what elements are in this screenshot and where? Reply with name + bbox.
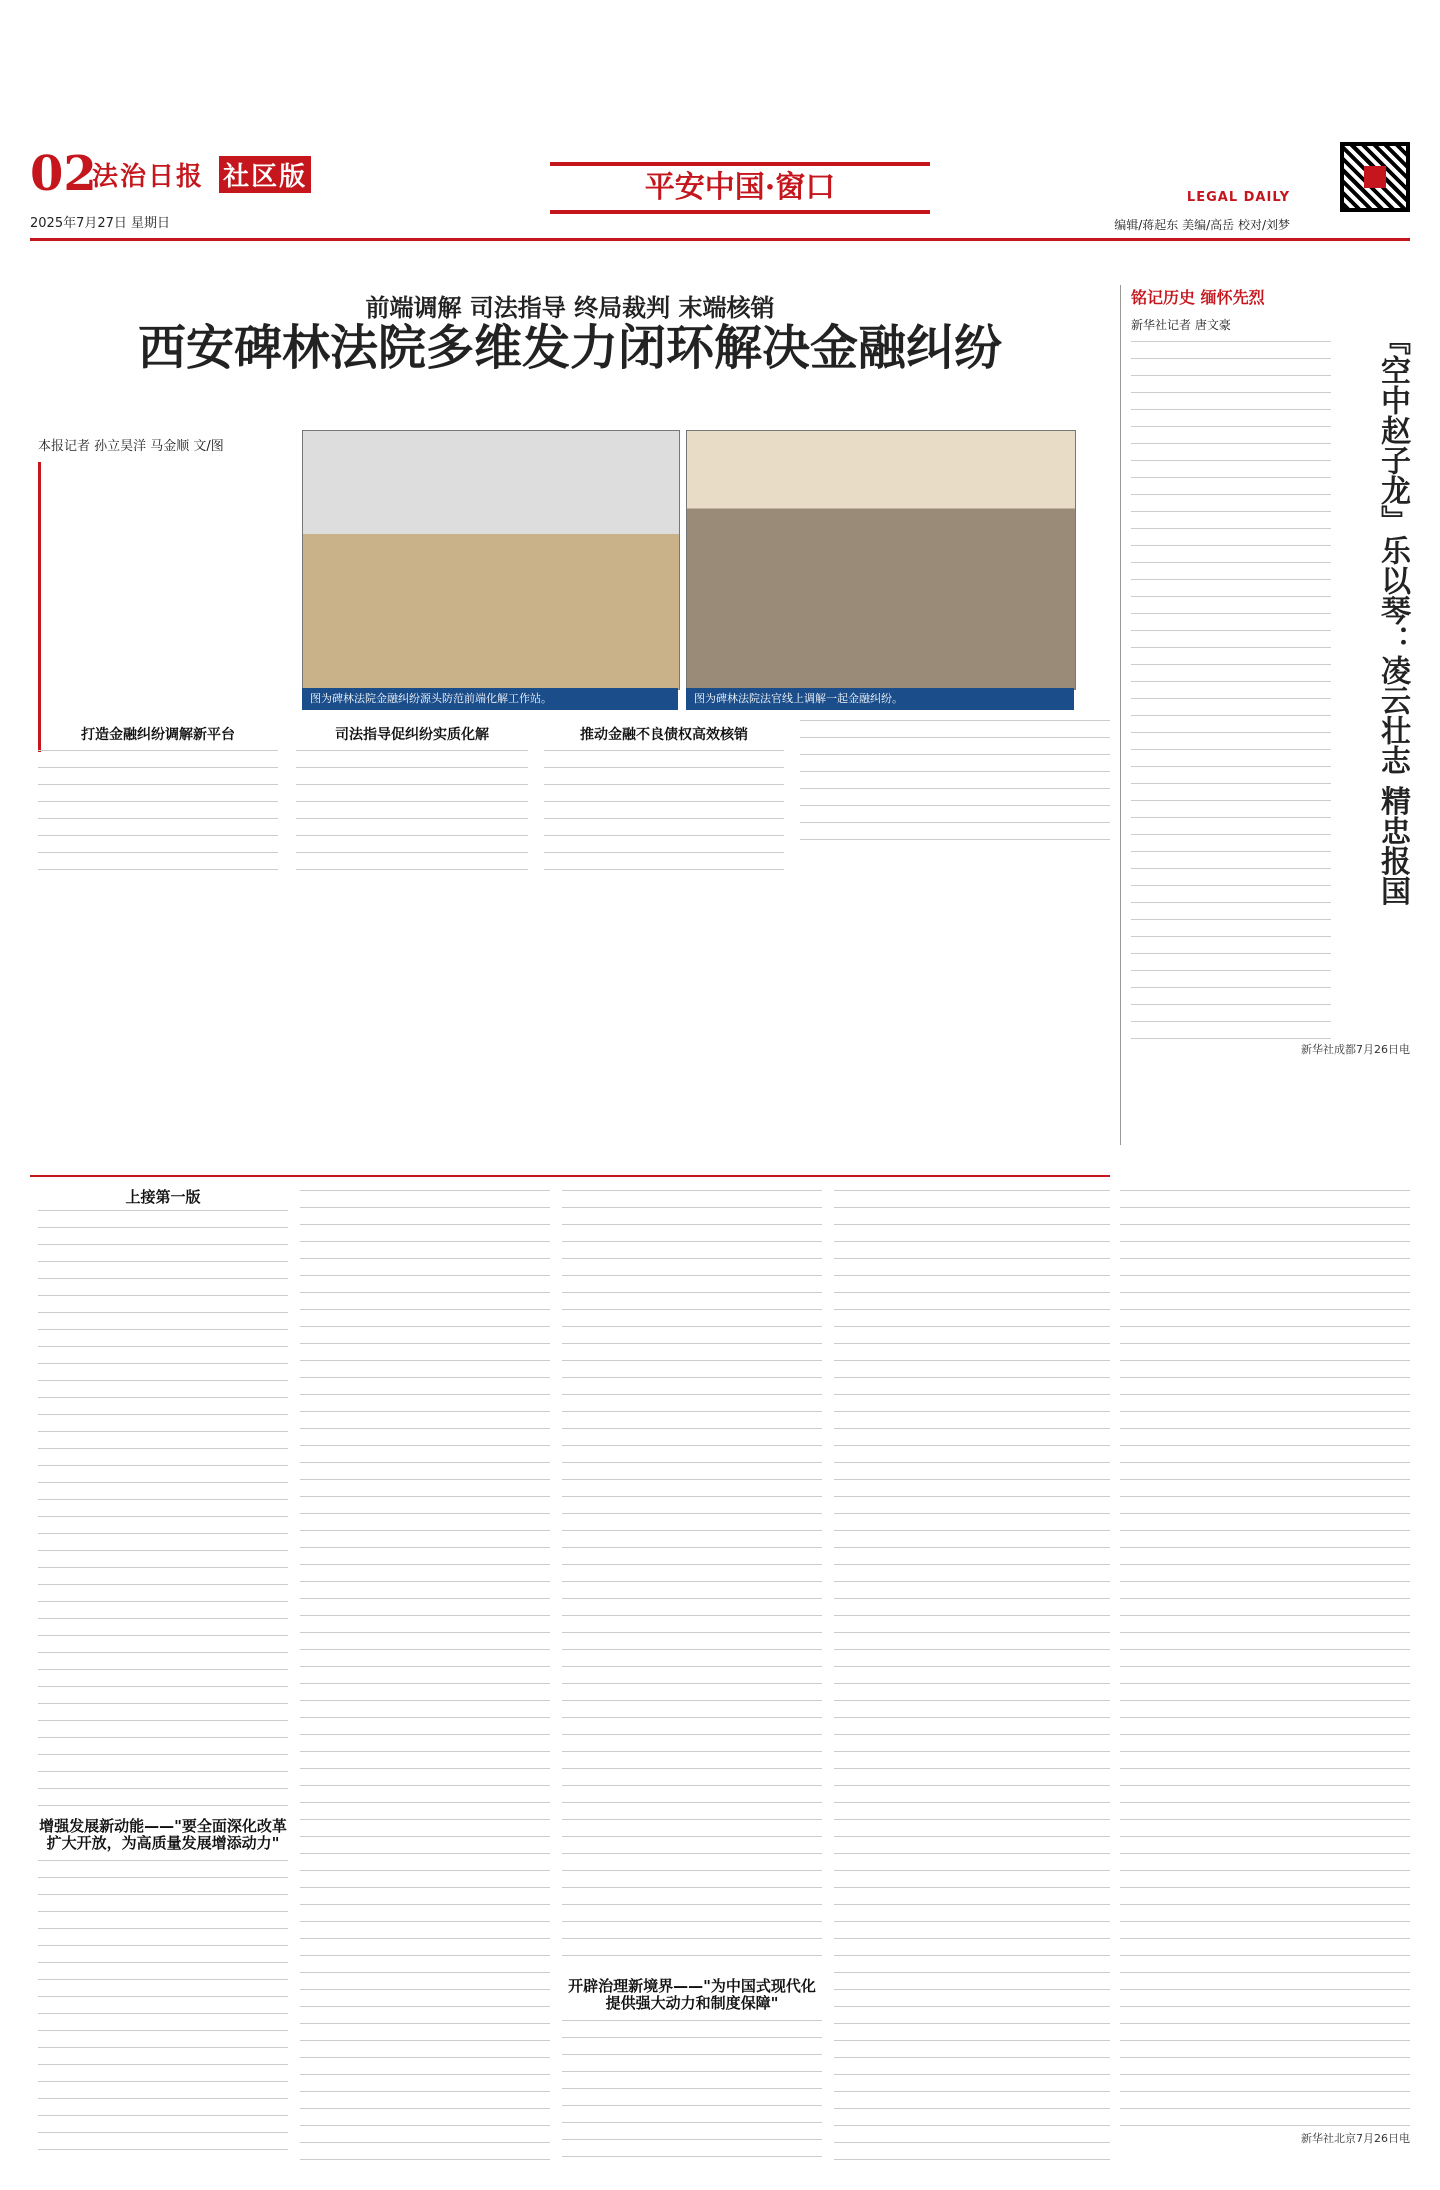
lower-head-2: 增强发展新动能——"要全面深化改革扩大开放，为高质量发展增添动力" [39,1817,287,1852]
masthead [30,146,1410,240]
page-number: 02 [30,146,97,202]
editor-credits: 编辑/蒋起东 美编/高岳 校对/刘梦 [1114,218,1290,232]
lower-head-1: 上接第一版 [125,1188,201,1206]
sidebar-feature [1120,285,1410,1145]
sidebar-source: 新华社成都7月26日电 [1301,1043,1410,1056]
text-block [1120,1190,1410,2130]
text-block [562,1190,822,1970]
legal-daily-label: LEGAL DAILY [1186,190,1290,205]
section-divider [30,1175,1110,1177]
article-headline: 西安碑林法院多维发力闭环解决金融纠纷 [137,320,1002,376]
lower-source: 新华社北京7月26日电 [1301,2132,1410,2145]
sidebar-body [1131,341,1331,1041]
text-block [38,1210,288,1810]
article-subheading: 前端调解 司法指导 终局裁判 末端核销 [365,294,775,322]
text-block [300,1190,550,2170]
lower-head-3: 开辟治理新境界——"为中国式现代化提供强大动力和制度保障" [568,1977,816,2012]
text-block [38,1860,288,2160]
lower-column-2 [300,1190,550,2170]
photo-workstation [302,430,680,690]
qr-code-icon[interactable] [1340,142,1410,212]
article-column-4 [800,720,1110,1160]
column-banner: 平安中国·窗口 [550,162,930,214]
section-heading-1: 打造金融纠纷调解新平台 [81,727,235,743]
photo-caption-1: 图为碑林法院金融纠纷源头防范前端化解工作站。 [302,688,678,710]
text-block [834,1190,1110,2170]
issue-date: 2025年7月27日 星期日 [30,216,171,231]
photo-caption-2: 图为碑林法院法官线上调解一起金融纠纷。 [686,688,1074,710]
text-block [544,750,784,870]
article-byline: 本报记者 孙立昊洋 马金顺 文/图 [38,439,224,454]
edition-badge: 社区版 [219,156,311,193]
lower-column-5 [1120,1190,1410,2170]
text-block [800,720,1110,840]
photo-online-mediation [686,430,1076,690]
section-heading-3: 推动金融不良债权高效核销 [580,727,748,743]
sidebar-section-head: 铭记历史 缅怀先烈 [1131,288,1265,307]
text-block [1131,341,1331,1041]
lower-column-1 [38,1210,288,2190]
lower-column-4 [834,1190,1110,2170]
paper-title: 法治日报 [92,162,205,192]
article-column-3 [544,720,784,1160]
text-block [296,750,528,870]
article-column-2 [296,720,528,1160]
header-rule [30,238,1410,241]
article-column-1 [38,720,278,1160]
text-block [562,2020,822,2170]
text-block [38,750,278,870]
section-heading-2: 司法指导促纠纷实质化解 [335,727,489,743]
paper-name [92,156,311,193]
sidebar-title: 『空中赵子龙』乐以琴：凌云壮志 精忠报国 [1375,325,1410,906]
lower-column-3 [562,1190,822,2170]
sidebar-author: 新华社记者 唐文豪 [1131,318,1231,332]
article-lead [38,462,278,752]
